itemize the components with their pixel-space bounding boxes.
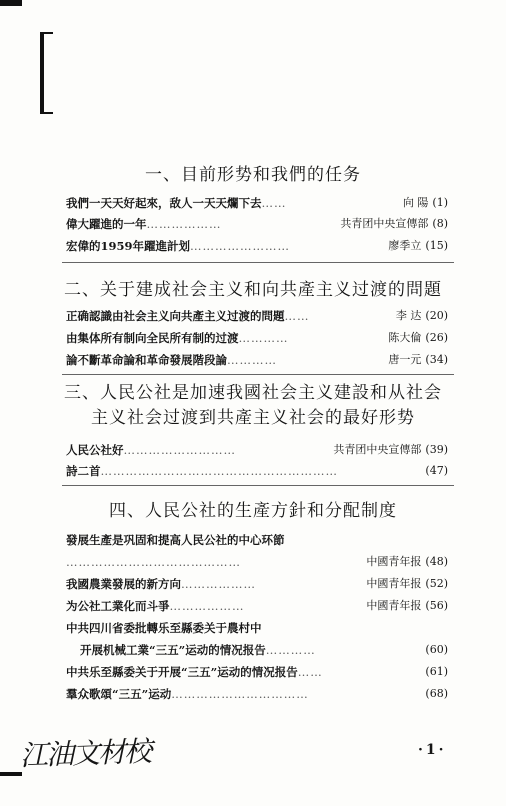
- entry-leader: ………………: [146, 217, 222, 231]
- entry-page: (39): [425, 443, 448, 456]
- entry-title: 我們一天天好起來，敌人一天天爛下去: [66, 196, 262, 210]
- entry-source: 共青团中央宣傳部: [333, 443, 422, 456]
- entry-leader: ……………………: [190, 239, 291, 253]
- entry-source: 向 陽: [402, 196, 429, 209]
- entry-source: 中國青年报: [366, 555, 422, 568]
- toc-entry[interactable]: [66, 530, 448, 550]
- toc-entry[interactable]: [66, 328, 448, 348]
- toc-entry[interactable]: [66, 684, 448, 704]
- entry-source: 中國青年报: [366, 577, 422, 590]
- toc-entry[interactable]: [66, 461, 448, 481]
- toc-entry[interactable]: [66, 574, 448, 594]
- entry-leader: ……………………………: [171, 687, 309, 701]
- toc-entry[interactable]: [66, 596, 448, 616]
- entry-page: (26): [425, 331, 448, 344]
- entry-leader: …………: [227, 353, 277, 367]
- scan-artifact: [0, 772, 22, 776]
- entry-title: 正确認識由社会主义向共產主义过渡的問題: [66, 309, 285, 323]
- entry-leader: ……………………………………: [66, 555, 241, 569]
- entry-title: 我國農業發展的新方向: [66, 577, 181, 591]
- toc-entry[interactable]: [66, 440, 448, 460]
- toc-entry[interactable]: [66, 306, 448, 326]
- entry-page: (56): [425, 599, 448, 612]
- toc-entry[interactable]: [66, 618, 448, 638]
- entry-leader: ………………………: [123, 443, 236, 457]
- entry-page: (1): [432, 196, 448, 209]
- entry-source: 唐一元: [388, 353, 422, 366]
- entry-leader: ……: [261, 196, 287, 210]
- entry-title: 为公社工業化而斗爭: [66, 599, 170, 613]
- entry-source: 陈大倫: [388, 331, 422, 344]
- toc-entry[interactable]: [66, 236, 448, 256]
- entry-source: 中國青年报: [366, 599, 422, 612]
- toc-entry-continued[interactable]: [66, 552, 448, 572]
- entry-page: (20): [425, 309, 448, 322]
- entry-page: (8): [432, 217, 448, 230]
- entry-page: (61): [425, 665, 448, 678]
- entry-leader: …………: [238, 331, 289, 345]
- bracket-mark: [40, 32, 53, 114]
- entry-source: 廖季立: [388, 239, 422, 252]
- section-title: 四、人民公社的生產方針和分配制度: [109, 501, 397, 521]
- toc-entry[interactable]: [66, 193, 448, 213]
- section-rule: [62, 485, 454, 486]
- toc-entry[interactable]: [66, 662, 448, 682]
- entry-leader: ……: [297, 665, 323, 679]
- entry-title: 中共乐至縣委关于开展“三五”运动的情况报告: [66, 665, 298, 679]
- scan-artifact: [0, 0, 22, 6]
- entry-leader: ………………: [169, 599, 245, 613]
- section-title: 二、关于建成社会主义和向共產主义过渡的問題: [64, 280, 442, 300]
- toc-entry[interactable]: [66, 350, 448, 370]
- entry-page: (34): [425, 353, 448, 366]
- section-title-line2: 主义社会过渡到共產主义社会的最好形势: [91, 408, 415, 428]
- toc-entry[interactable]: [66, 214, 448, 234]
- section-rule: [62, 262, 454, 263]
- entry-title: 开展机械工業“三五”运动的情况报告: [80, 643, 266, 657]
- page-number: ·1·: [418, 742, 447, 758]
- entry-page: (60): [425, 643, 448, 656]
- entry-leader: …………: [265, 643, 316, 657]
- entry-title: 中共四川省委批轉乐至縣委关于農村中: [66, 621, 262, 635]
- section-title-line1: 三、人民公社是加速我國社会主义建設和从社会: [64, 383, 442, 403]
- entry-page: (15): [425, 239, 448, 252]
- entry-title: 由集体所有制向全民所有制的过渡: [66, 331, 239, 345]
- handwritten-inscription: 江油文材校: [19, 734, 151, 773]
- entry-title: 人民公社好: [66, 443, 124, 457]
- entry-title: 宏偉的1959年躍進計划: [66, 239, 191, 253]
- entry-title: 羣众歌頌“三五”运动: [66, 687, 172, 701]
- entry-leader: …………………………………………………: [100, 464, 338, 478]
- entry-source: 李 达: [395, 309, 422, 322]
- entry-title: 詩二首: [66, 464, 101, 478]
- entry-page: (52): [425, 577, 448, 590]
- entry-title: 論不斷革命論和革命發展階段論: [66, 353, 227, 367]
- toc-entry-continued[interactable]: [80, 640, 448, 660]
- entry-title: 發展生產是巩固和提高人民公社的中心环節: [66, 533, 285, 547]
- entry-title: 偉大躍進的一年: [66, 217, 147, 231]
- section-rule: [62, 374, 454, 375]
- entry-leader: ……: [284, 309, 310, 323]
- entry-page: (68): [425, 687, 448, 700]
- section-title: 一、目前形势和我們的任务: [145, 165, 361, 185]
- entry-page: (48): [425, 555, 448, 568]
- entry-page: (47): [425, 464, 448, 477]
- entry-source: 共青团中央宣傳部: [340, 217, 429, 230]
- entry-leader: ………………: [181, 577, 256, 591]
